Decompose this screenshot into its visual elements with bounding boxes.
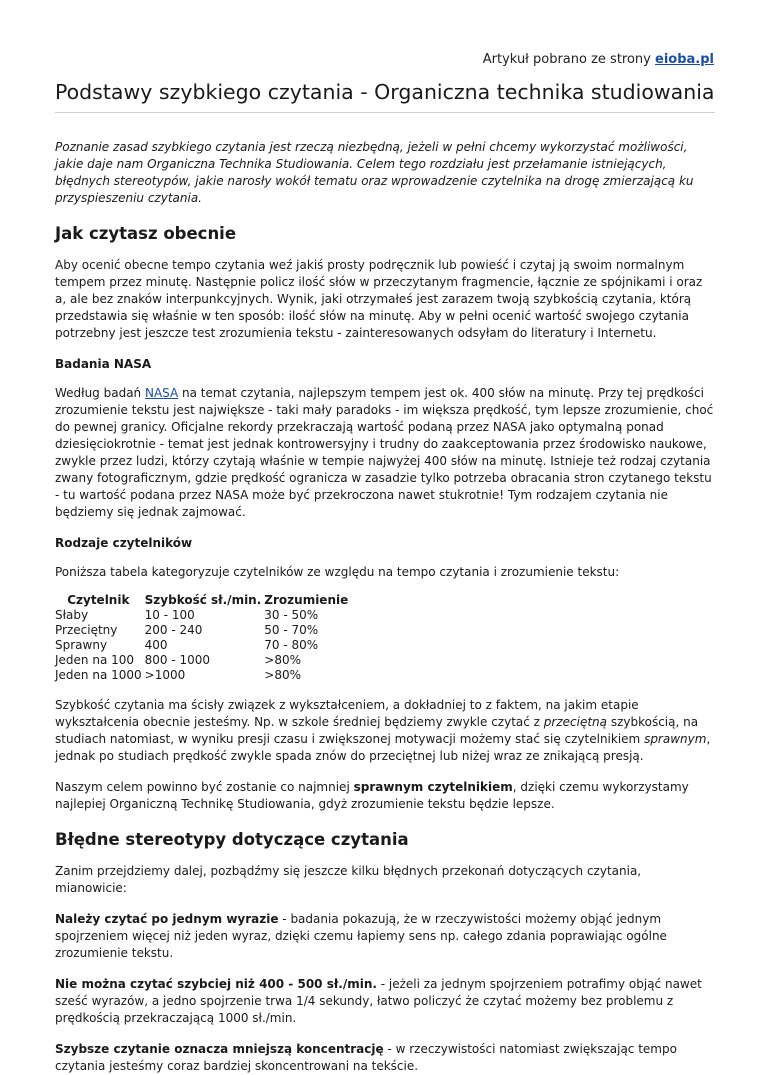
subheading-nasa: Badania NASA	[55, 357, 152, 371]
stereotype-text: - w rzeczywistości natomiast zwiększając tempo czytania jesteśmy coraz bardziej skoncentrowani na tekście.	[55, 1042, 677, 1073]
page-title: Podstawy szybkiego czytania - Organiczna technika studiowania	[55, 80, 715, 104]
column-header: Zrozumienie	[264, 593, 349, 607]
text: , dzięki czemu wykorzystamy najlepiej Organiczną Technikę Studiowania, gdyż zrozumienie tekstu będzie lepsze.	[55, 780, 689, 811]
table-cell: Przeciętny	[55, 623, 118, 637]
stereotype-text: - jeżeli za jednym spojrzeniem potrafimy objąć nawet sześć wyrazów, a jedno spojrzenie trwa 1/4 sekundy, łatwo policzyć że czytać możemy bez problemu z prędkością przekraczającą 1000 sł./min.	[55, 977, 702, 1025]
emphasis: przeciętną	[543, 715, 607, 729]
table-cell: Sprawny	[55, 638, 108, 652]
table-cell: 200 - 240	[144, 623, 203, 637]
stereotype-text: - badania pokazują, że w rzeczywistości możemy objąć jednym spojrzeniem więcej niż jeden wyraz, dzięki czemu łapiemy sens np. całego zdania poprawiając ogólne zrozumienie tekstu.	[55, 912, 667, 960]
text: Naszym celem powinno być zostanie co najmniej	[55, 780, 354, 794]
table-cell: >1000	[144, 668, 186, 682]
text: Szybkość czytania ma ścisły związek z wykształceniem, a dokładniej to z faktem, na jakim etapie wykształcenia obecnie jesteśmy. Np. w szkole średniej będziemy zwykle czytać z	[55, 698, 639, 729]
title-divider	[55, 112, 715, 113]
table-row	[55, 608, 351, 623]
table-cell: 30 - 50%	[264, 608, 319, 622]
text: , jednak po studiach prędkość zwykle spada znów do przeciętnej lub niżej wraz ze znikającą presją.	[55, 732, 711, 763]
table-header-row	[55, 593, 351, 608]
table-cell: 10 - 100	[144, 608, 195, 622]
table-row	[55, 653, 351, 668]
text: szybkością, na studiach natomiast, w wyniku presji czasu i zwiększonej motywacji możemy stać się czytelnikiem	[55, 715, 699, 746]
article-body	[55, 139, 715, 1075]
section-heading-current-reading: Jak czytasz obecnie	[55, 224, 237, 243]
section-heading-stereotypes: Błędne stereotypy dotyczące czytania	[55, 830, 409, 849]
column-header: Szybkość sł./min.	[144, 593, 262, 607]
goal-paragraph	[55, 779, 715, 813]
strong-text: sprawnym czytelnikiem	[353, 780, 513, 794]
stereotypes-intro: Zanim przejdziemy dalej, pozbądźmy się jeszcze kilku błędnych przekonań dotyczących czytania, mianowicie:	[55, 864, 642, 895]
readers-table	[55, 593, 351, 683]
source-link[interactable]: eioba.pl	[655, 52, 714, 67]
stereotype-item	[55, 911, 715, 962]
column-header: Czytelnik	[67, 593, 130, 607]
source-line	[483, 52, 714, 67]
stereotype-title: Nie można czytać szybciej niż 400 - 500 sł./min.	[55, 977, 377, 991]
source-prefix: Artykuł pobrano ze strony	[482, 52, 651, 67]
education-paragraph	[55, 697, 715, 765]
stereotype-item	[55, 1041, 715, 1075]
subheading-readers: Rodzaje czytelników	[55, 536, 193, 550]
table-cell: >80%	[264, 653, 302, 667]
nasa-text-after: na temat czytania, najlepszym tempem jest ok. 400 słów na minutę. Przy tej prędkości zrozumienie tekstu jest największe - taki mały paradoks - im większa prędkość, tym lepsze zrozumienie, choć do pewnej granicy. Oficjalne rekordy przekraczają wartość podaną przez NASA jako optymalną ponad dziesięciokrotnie - temat jest jednak kontrowersyjny i trudny do zaakceptowania przez środowisko naukowe, zwykle przez ludzi, którzy czytają właśnie w tempie najwyżej 400 słów na minutę. Istnieje też rodzaj czytania zwany fotograficznym, gdzie prędkość ogranicza w zasadzie tylko potrzeba obracania stron czytanego tekstu - tu wartość podana przez NASA może być przekroczona nawet stukrotnie! Tym rodzajem czytania nie będziemy się jednak zajmować.	[55, 386, 714, 519]
table-cell: 50 - 70%	[264, 623, 319, 637]
nasa-link[interactable]: NASA	[144, 386, 179, 400]
intro-paragraph: Poznanie zasad szybkiego czytania jest rzeczą niezbędną, jeżeli w pełni chcemy wykorzystać możliwości, jakie daje nam Organiczna Technika Studiowania. Celem tego rozdziału jest przełamanie istniejących, błędnych stereotypów, jakie narosły wokół tematu oraz wprowadzenie czytelnika na drogę zmierzającą ku przyspieszeniu czytania.	[55, 140, 694, 205]
nasa-text-before: Według badań	[55, 386, 145, 400]
stereotype-title: Należy czytać po jednym wyrazie	[55, 912, 279, 926]
table-row	[55, 623, 351, 638]
readers-intro: Poniższa tabela kategoryzuje czytelników ze względu na tempo czytania i zrozumienie tekstu:	[55, 565, 620, 579]
table-row	[55, 638, 351, 653]
table-row	[55, 668, 351, 683]
stereotype-title: Szybsze czytanie oznacza mniejszą koncentrację	[55, 1042, 384, 1056]
current-reading-paragraph: Aby ocenić obecne tempo czytania weź jakiś prosty podręcznik lub powieść i czytaj ją swoim normalnym tempem przez minutę. Następnie policz ilość słów w przeczytanym fragmencie, łącznie ze spójnikami i oraz a, ale bez znaków interpunkcyjnych. Wynik, jaki otrzymałeś jest zarazem twoją szybkością czytania, którą przedstawia się właśnie w ten sposób: ilość słów na minutę. Aby w pełni ocenić wartość swojego czytania potrzebny jest jeszcze test zrozumienia tekstu - zainteresowanych odsyłam do literatury i Internetu.	[55, 258, 703, 340]
emphasis: sprawnym	[644, 732, 707, 746]
table-cell: 400	[144, 638, 168, 652]
stereotype-item	[55, 976, 715, 1027]
table-cell: 70 - 80%	[264, 638, 319, 652]
table-cell: Jeden na 100	[55, 653, 135, 667]
table-cell: >80%	[264, 668, 302, 682]
table-cell: Słaby	[55, 608, 89, 622]
nasa-paragraph	[55, 385, 715, 521]
table-cell: Jeden na 1000	[55, 668, 142, 682]
table-cell: 800 - 1000	[144, 653, 211, 667]
